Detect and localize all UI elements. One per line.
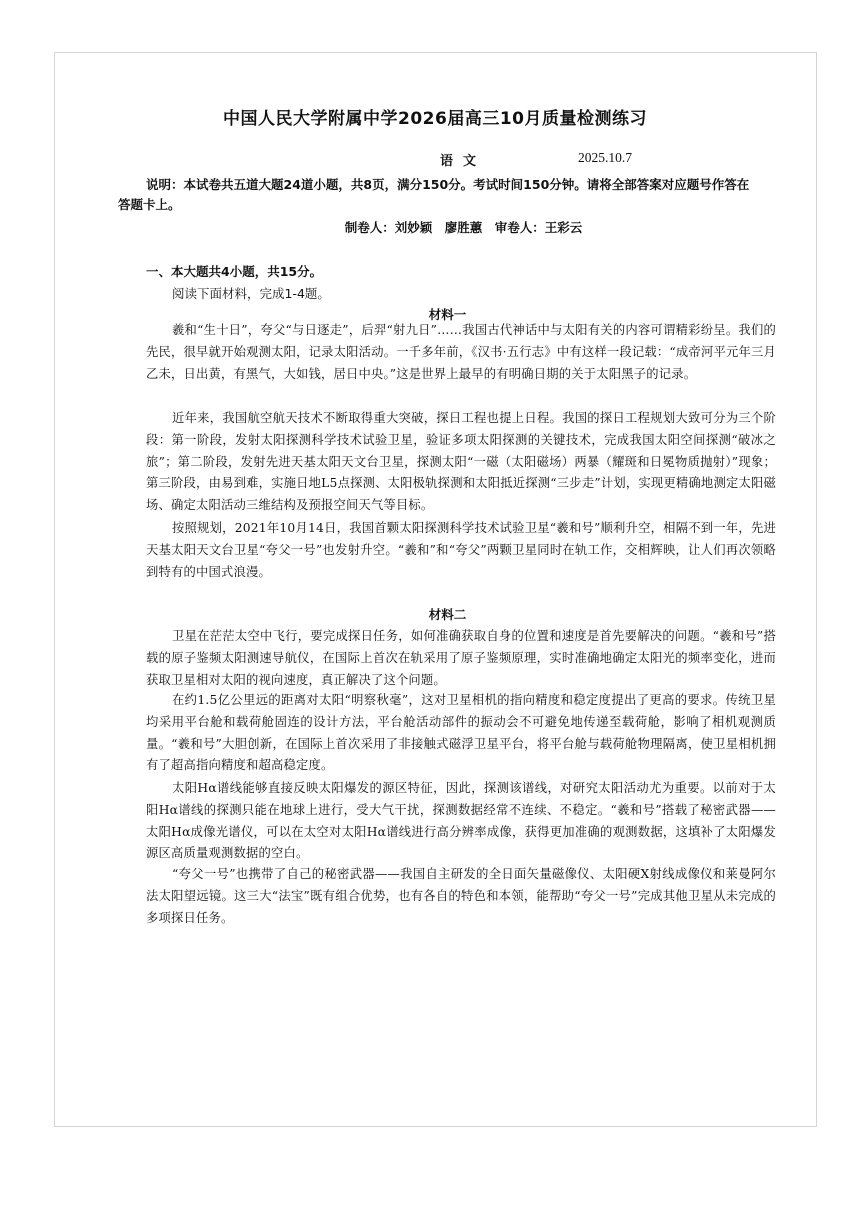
material-1-paragraph: 羲和“生十日”，夸父“与日逐走”，后羿“射九日”……我国古代神话中与太阳有关的内容可谓精彩纷呈。我们的先民，很早就开始观测太阳，记录太阳活动。一千多年前，《汉书·五行志》中有这样一段记载：“成帝河平元年三月乙未，日出黄，有黑气，大如钱，居日中央。”这是世界上最早的有明确日期的关于太阳黑子的记录。 [146, 323, 776, 381]
subject-line [0, 150, 867, 170]
exam-title: 中国人民大学附属中学2026届高三10月质量检测练习 [223, 109, 647, 129]
material-2-paragraph: 在约1.5亿公里远的距离对太阳“明察秋毫”，这对卫星相机的指向精度和稳定度提出了更高的要求。传统卫星均采用平台舱和载荷舱固连的设计方法，平台舱活动部件的振动会不可避免地传递至载荷舱，影响了相机观测质量。“羲和号”大胆创新，在国际上首次采用了非接触式磁浮卫星平台，将平台舱与载荷舱物理隔离，使卫星相机拥有了超高指向精度和超高稳定度。 [146, 693, 776, 773]
subject-label: 语文 [440, 154, 487, 169]
section-heading: 一、本大题共4小题，共15分。 [146, 264, 323, 279]
material-1-paragraph: 按照规划，2021年10月14日，我国首颗太阳探测科学技术试验卫星“羲和号”顺利升空，相隔不到一年，先进天基太阳天文台卫星“夸父一号”也发射升空。“羲和”和“夸父”两颗卫星同时在轨工作，交相辉映，让人们再次领略到特有的中国式浪漫。 [146, 521, 776, 579]
material-2-paragraph: “夸父一号”也携带了自己的秘密武器——我国自主研发的全日面矢量磁像仪、太阳硬X射线成像仪和莱曼阿尔法太阳望远镜。这三大“法宝”既有组合优势，也有各自的特色和本领，能帮助“夸父一号”完成其他卫星从未完成的多项探日任务。 [146, 867, 776, 925]
material-1-paragraph: 近年来，我国航空航天技术不断取得重大突破，探日工程也提上日程。我国的探日工程规划大致可分为三个阶段：第一阶段，发射太阳探测科学技术试验卫星，验证多项太阳探测的关键技术，完成我国太阳空间探测“破冰之旅”；第二阶段，发射先进天基太阳天文台卫星，探测太阳“一磁（太阳磁场）两暴（耀斑和日冕物质抛射）”现象；第三阶段，由易到难，实施日地L5点探测、太阳极轨探测和太阳抵近探测“三步走”计划，实现更精确地测定太阳磁场、确定太阳活动三维结构及预报空间天气等目标。 [146, 411, 776, 513]
exam-authors: 制卷人：刘妙颖 廖胜蕙 审卷人：王彩云 [344, 220, 583, 235]
material-2-title: 材料二 [428, 607, 467, 622]
reading-instruction: 阅读下面材料，完成1-4题。 [172, 286, 330, 301]
material-2-paragraph: 太阳Hα谱线能够直接反映太阳爆发的源区特征，因此，探测该谱线，对研究太阳活动尤为重要。以前对于太阳Hα谱线的探测只能在地球上进行，受大气干扰，探测数据经常不连续、不稳定。“羲和号”搭载了秘密武器——太阳Hα成像光谱仪，可以在太空对太阳Hα谱线进行高分辨率成像，获得更加准确的观测数据，这填补了太阳爆发源区高质量观测数据的空白。 [146, 781, 776, 861]
exam-instructions: 说明：本试卷共五道大题24道小题，共8页，满分150分。考试时间150分钟。请将全部答案对应题号作答在答题卡上。 [118, 177, 750, 212]
exam-date: 2025.10.7 [578, 150, 632, 165]
material-2-paragraph: 卫星在茫茫太空中飞行，要完成探日任务，如何准确获取自身的位置和速度是首先要解决的问题。“羲和号”搭载的原子鉴频太阳测速导航仪，在国际上首次在轨采用了原子鉴频原理，实时准确地确定太阳光的频率变化，进而获取卫星相对太阳的视向速度，真正解决了这个问题。 [146, 629, 776, 687]
material-1-title: 材料一 [428, 307, 467, 322]
